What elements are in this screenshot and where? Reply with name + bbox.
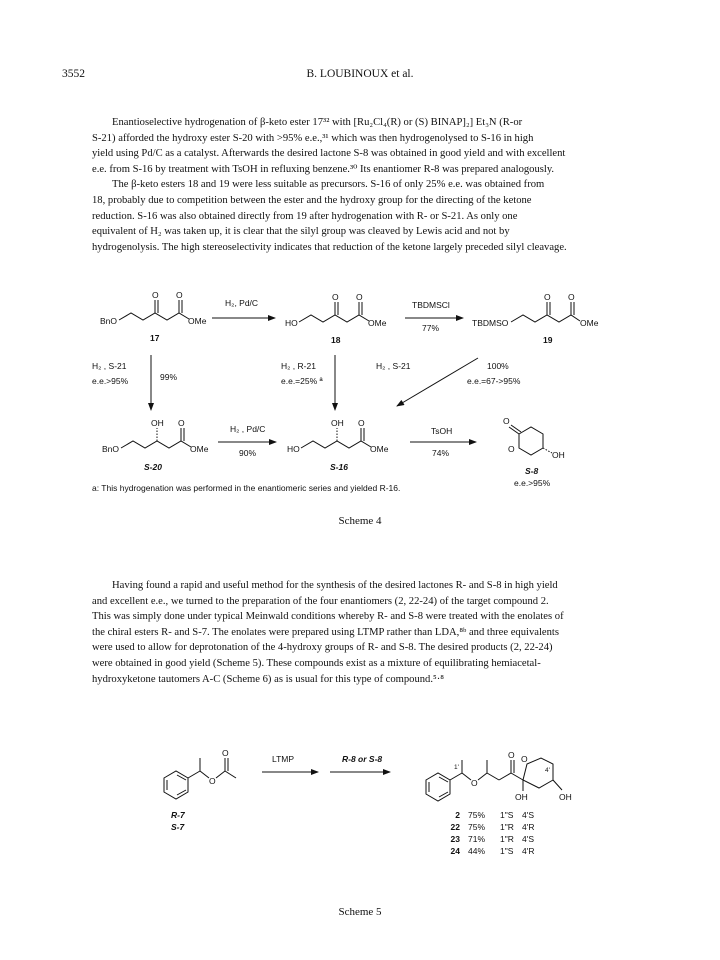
atom-o: O bbox=[568, 292, 575, 302]
atom-o: O bbox=[209, 776, 216, 786]
product-config-1: 1"R bbox=[500, 822, 514, 832]
product-yield: 75% bbox=[468, 822, 486, 832]
product-num: 2 bbox=[455, 810, 460, 820]
running-head: B. LOUBINOUX et al. bbox=[306, 68, 414, 80]
atom-o: O bbox=[222, 748, 229, 758]
ee-s8: e.e.>95% bbox=[514, 478, 551, 488]
text-line: were used to allow for deprotonation of the 4-hydroxy groups of R- and S-8. The desired products (2, 22-24) bbox=[92, 642, 553, 654]
atom-ho: HO bbox=[287, 444, 300, 454]
atom-ome: OMe bbox=[370, 444, 389, 454]
yield-100: 100% bbox=[487, 361, 509, 371]
atom-o: O bbox=[521, 754, 528, 764]
compound-19-label: 19 bbox=[543, 335, 553, 345]
reagent-h2-s21: H₂ , S-21 bbox=[92, 361, 127, 371]
atom-ho: HO bbox=[285, 318, 298, 328]
compound-s16-label: S-16 bbox=[330, 462, 348, 472]
text-line: e.e. from S-16 by treatment with TsOH in refluxing benzene.³⁰ Its enantiomer R-8 was prepared analogously. bbox=[92, 163, 555, 175]
product-config-1: 1"R bbox=[500, 834, 514, 844]
atom-o: O bbox=[358, 418, 365, 428]
text-line: Enantioselective hydrogenation of β-keto ester 17³² with [Ru₂Cl₄(R) or (S) BINAP]₂] Et₃N (R-or bbox=[112, 117, 523, 128]
product-table bbox=[451, 810, 535, 856]
atom-ome: OMe bbox=[368, 318, 387, 328]
atom-oh: OH bbox=[515, 792, 528, 802]
scheme-5-label: Scheme 5 bbox=[338, 906, 382, 918]
product-yield: 44% bbox=[468, 846, 486, 856]
text-line: reduction. S-16 was also obtained directly from 19 after hydrogenation with R- or S-21. As only one bbox=[92, 210, 518, 222]
compound-7-structure bbox=[164, 748, 236, 832]
atom-o: O bbox=[544, 292, 551, 302]
product-num: 23 bbox=[450, 834, 460, 844]
text-line: equivalent of H₂ was taken up, it is clear that the silyl group was cleaved by Lewis acid and not by bbox=[92, 226, 510, 238]
atom-bno: BnO bbox=[100, 316, 118, 326]
atom-o: O bbox=[176, 290, 183, 300]
atom-ome: OMe bbox=[580, 318, 599, 328]
atom-bno: BnO bbox=[102, 444, 120, 454]
atom-o: O bbox=[503, 416, 510, 426]
page-number: 3552 bbox=[62, 68, 85, 80]
yield-99: 99% bbox=[160, 372, 178, 382]
text-line: The β-keto esters 18 and 19 were less suitable as precursors. S-16 of only 25% e.e. was obtained from bbox=[112, 179, 545, 191]
atom-oh: OH bbox=[151, 418, 164, 428]
atom-o: O bbox=[152, 290, 159, 300]
text-line: were obtained in good yield (Scheme 5). These compounds exist as a mixture of equilibrating hemiacetal- bbox=[92, 657, 541, 669]
reagent-h2-s21-right: H₂ , S-21 bbox=[376, 361, 411, 371]
yield-77: 77% bbox=[422, 323, 440, 333]
atom-ome: OMe bbox=[190, 444, 209, 454]
ee-mid: e.e.=25% ª bbox=[281, 376, 323, 386]
text-line: hydroxyketone tautomers A-C (Scheme 6) as is usual for this type of compound.⁵·⁸ bbox=[92, 673, 444, 685]
text-line: hydrogenolysis. The high stereoselectivity indicates that reduction of the ketone largely preceded silyl cleavage. bbox=[92, 241, 567, 253]
atom-o: O bbox=[178, 418, 185, 428]
position-1-label: 1' bbox=[454, 764, 459, 771]
atom-oh: OH bbox=[559, 792, 572, 802]
text-line: yield using Pd/C as a catalyst. Afterwards the desired lactone S-8 was obtained in good yield and with excellent bbox=[92, 148, 566, 160]
text-line: This was simply done under typical Meinwald conditions whereby R- and S-8 were treated with the enolates of bbox=[92, 611, 564, 623]
product-config-4: 4'S bbox=[522, 834, 535, 844]
reagent-ltmp: LTMP bbox=[272, 754, 295, 764]
compound-r7-label: R-7 bbox=[171, 810, 185, 820]
compound-17-label: 17 bbox=[150, 333, 160, 343]
text-line: 18, probably due to competition between the ester and the hydroxy group for the directing of the ketone bbox=[92, 194, 532, 206]
product-yield: 75% bbox=[468, 810, 486, 820]
atom-oh: OH bbox=[552, 450, 565, 460]
text-line: S-21) afforded the hydroxy ester S-20 with >95% e.e.,³¹ which was then hydrogenolysed to S-16 in high bbox=[92, 132, 534, 144]
yield-90: 90% bbox=[239, 448, 257, 458]
ee-right: e.e.=67->95% bbox=[467, 376, 521, 386]
reagent-h2-pdc: H₂, Pd/C bbox=[225, 298, 259, 308]
reagent-h2-r21: H₂ , R-21 bbox=[281, 361, 316, 371]
atom-tbdmso: TBDMSO bbox=[472, 318, 509, 328]
compound-s7-label: S-7 bbox=[171, 822, 185, 832]
scheme-4-footnote: a: This hydrogenation was performed in the enantiomeric series and yielded R-16. bbox=[92, 483, 401, 493]
atom-ome: OMe bbox=[188, 316, 207, 326]
atom-o: O bbox=[356, 292, 363, 302]
text-line: the chiral esters R- and S-7. The enolates were prepared using LTMP rather than LDA,⁸ᵇ and three equivalents bbox=[92, 626, 559, 638]
reagent-h2-pdc-bottom: H₂ , Pd/C bbox=[230, 424, 266, 434]
product-num: 22 bbox=[450, 822, 460, 832]
product-config-4: 4'S bbox=[522, 810, 535, 820]
position-4-label: 4' bbox=[545, 767, 550, 774]
compound-s8-label: S-8 bbox=[525, 466, 539, 476]
product-config-4: 4'R bbox=[522, 822, 535, 832]
product-config-4: 4'R bbox=[522, 846, 535, 856]
ee-left: e.e.>95% bbox=[92, 376, 129, 386]
product-num: 24 bbox=[450, 846, 460, 856]
product-structure bbox=[426, 750, 572, 802]
atom-oh: OH bbox=[331, 418, 344, 428]
text-line: Having found a rapid and useful method for the synthesis of the desired lactones R- and S-8 in high yield bbox=[112, 580, 558, 591]
reagent-r8-or-s8: R-8 or S-8 bbox=[342, 754, 383, 764]
compound-18-label: 18 bbox=[331, 335, 341, 345]
product-config-1: 1"S bbox=[500, 810, 514, 820]
atom-o: O bbox=[508, 750, 515, 760]
atom-o: O bbox=[471, 778, 478, 788]
scheme-4-label: Scheme 4 bbox=[338, 515, 382, 527]
atom-o: O bbox=[508, 444, 515, 454]
product-yield: 71% bbox=[468, 834, 486, 844]
text-line: and excellent e.e., we turned to the preparation of the four enantiomers (2, 22-24) of the target compound 2. bbox=[92, 595, 549, 607]
yield-74: 74% bbox=[432, 448, 450, 458]
atom-o: O bbox=[332, 292, 339, 302]
reagent-tbdmscl: TBDMSCl bbox=[412, 300, 450, 310]
product-config-1: 1"S bbox=[500, 846, 514, 856]
reagent-tsoh: TsOH bbox=[431, 426, 453, 436]
compound-s20-label: S-20 bbox=[144, 462, 162, 472]
